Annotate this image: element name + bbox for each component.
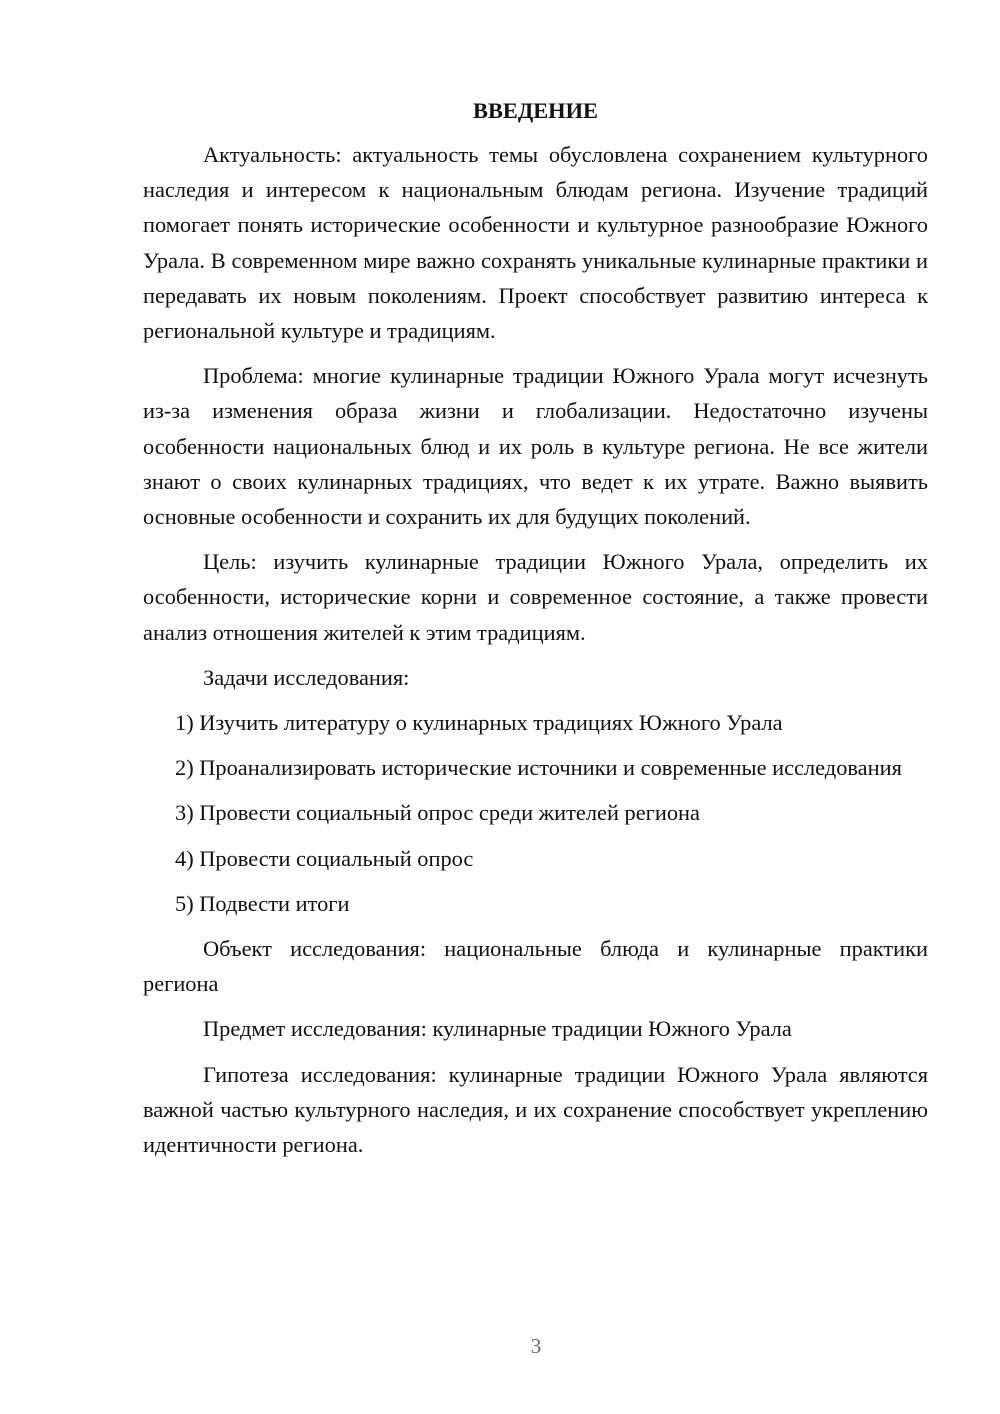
- task-item-5: 5) Подвести итоги: [175, 890, 350, 916]
- object-paragraph: Объект исследования: национальные блюда и кулинарные практики региона: [143, 936, 928, 997]
- problem-paragraph: Проблема: многие кулинарные традиции Южного Урала могут исчезнуть из-за изменения образа жизни и глобализации. Недостаточно изучены особенности национальных блюд и их роль в культуре региона. Не все жители знают о своих кулинарных традициях, что ведет к их утрате. Важно выявить основные особенности и сохранить их для будущих поколений.: [143, 363, 928, 530]
- document-page: [143, 95, 928, 1172]
- task-item-1: 1) Изучить литературу о кулинарных традициях Южного Урала: [175, 710, 783, 736]
- task-item-4: 4) Провести социальный опрос: [175, 845, 474, 871]
- tasks-title: Задачи исследования:: [203, 664, 410, 690]
- page-number: 3: [530, 1334, 542, 1358]
- subject-paragraph: Предмет исследования: кулинарные традиции Южного Урала: [203, 1016, 792, 1042]
- task-item-2: 2) Проанализировать исторические источники и современные исследования: [175, 755, 902, 781]
- relevance-paragraph: Актуальность: актуальность темы обусловлена сохранением культурного наследия и интересом к национальным блюдам региона. Изучение традиций помогает понять исторические особенности и культурное разнообразие Южного Урала. В современном мире важно сохранять уникальные кулинарные практики и передавать их новым поколениям. Проект способствует развитию интереса к региональной культуре и традициям.: [143, 142, 928, 344]
- hypothesis-paragraph: Гипотеза исследования: кулинарные традиции Южного Урала являются важной частью культурного наследия, и их сохранение способствует укреплению идентичности региона.: [143, 1061, 928, 1158]
- section-heading: ВВЕДЕНИЕ: [473, 98, 598, 123]
- task-item-3: 3) Провести социальный опрос среди жителей региона: [175, 800, 700, 826]
- goal-paragraph: Цель: изучить кулинарные традиции Южного Урала, определить их особенности, исторические корни и современное состояние, а также провести анализ отношения жителей к этим традициям.: [143, 549, 928, 645]
